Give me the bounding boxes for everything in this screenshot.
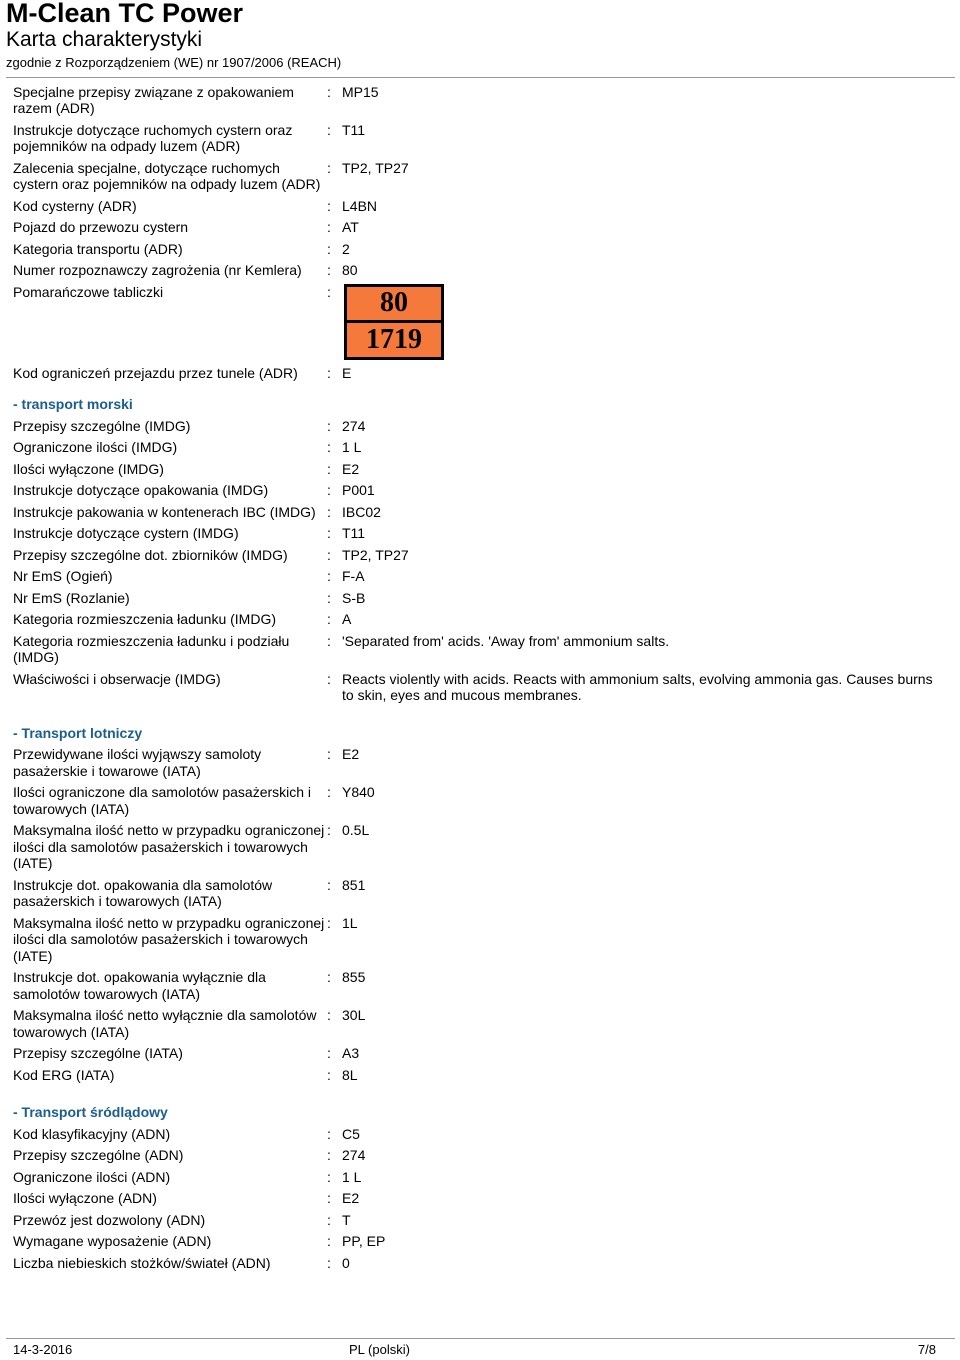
row-label: Instrukcje dot. opakowania dla samolotów pasażerskich i towarowych (IATA)	[13, 876, 273, 909]
table-row	[13, 480, 948, 502]
row-colon: :	[327, 1168, 331, 1185]
row-value: 'Separated from' acids. 'Away from' ammonium salts.	[342, 632, 670, 649]
table-row	[13, 458, 948, 480]
row-colon: :	[327, 1254, 331, 1271]
row-colon: :	[327, 283, 331, 300]
footer-page-number: 7/8	[917, 1342, 936, 1357]
row-label: Instrukcje dot. opakowania wyłącznie dla samolotów towarowych (IATA)	[13, 969, 266, 1002]
row-value: 274	[342, 1147, 366, 1163]
table-row	[13, 630, 948, 668]
table-row	[13, 782, 948, 820]
table-row	[13, 217, 948, 239]
row-colon: :	[327, 746, 331, 762]
row-value: 8L	[342, 1066, 358, 1083]
row-value: E2	[342, 746, 360, 762]
table-row	[13, 1188, 948, 1210]
row-label: Instrukcje dotyczące ruchomych cystern oraz pojemników na odpady luzem (ADR)	[13, 121, 293, 154]
table-row	[13, 501, 948, 523]
row-label: Pomarańczowe tabliczki	[13, 283, 164, 300]
row-label: Maksymalna ilość netto w przypadku ograniczonej ilości dla samolotów pasażerskich i towarowych (IATE)	[13, 822, 325, 871]
footer-divider	[6, 1338, 955, 1339]
row-value: P001	[342, 482, 375, 498]
row-colon: :	[327, 1147, 331, 1163]
table-row	[13, 1166, 948, 1188]
document-body	[13, 81, 948, 1274]
row-label: Specjalne przepisy związane z opakowaniem razem (ADR)	[13, 83, 294, 116]
row-value: A	[342, 611, 352, 627]
row-colon: :	[327, 240, 331, 257]
row-label: Przepisy szczególne (IMDG)	[13, 417, 191, 434]
row-colon: :	[327, 1233, 331, 1249]
row-value: IBC02	[342, 503, 381, 520]
row-colon: :	[327, 364, 331, 381]
row-label: Instrukcje dotyczące cystern (IMDG)	[13, 525, 239, 541]
row-value: 851	[342, 876, 366, 893]
table-row	[13, 1064, 948, 1086]
row-colon: :	[327, 546, 331, 563]
row-label: Instrukcje pakowania w kontenerach IBC (IMDG)	[13, 503, 316, 520]
row-colon: :	[327, 525, 331, 541]
table-row	[13, 1252, 948, 1274]
table-row	[13, 544, 948, 566]
table-row	[13, 1123, 948, 1145]
row-value: MP15	[342, 83, 379, 100]
row-label: Przepisy szczególne (IATA)	[13, 1045, 183, 1061]
table-row	[13, 1043, 948, 1065]
row-value: 1 L	[342, 1168, 362, 1185]
table-row	[13, 195, 948, 217]
row-colon: :	[327, 611, 331, 627]
section-title-inland: - Transport śródlądowy	[13, 1104, 168, 1120]
row-label: Kod cysterny (ADR)	[13, 197, 137, 214]
table-row	[13, 437, 948, 459]
row-colon: :	[327, 568, 331, 584]
row-label: Ilości wyłączone (ADN)	[13, 1190, 157, 1206]
row-colon: :	[327, 589, 331, 606]
row-label: Przewóz jest dozwolony (ADN)	[13, 1211, 206, 1228]
row-label: Kod ERG (IATA)	[13, 1066, 115, 1083]
row-colon: :	[327, 822, 331, 838]
section-title-sea: - transport morski	[13, 396, 133, 412]
row-colon: :	[327, 460, 331, 477]
row-value: 274	[342, 417, 366, 434]
table-row	[13, 415, 948, 437]
table-row	[13, 119, 948, 157]
row-label: Ograniczone ilości (IMDG)	[13, 439, 178, 455]
row-colon: :	[327, 1211, 331, 1228]
row-label: Ograniczone ilości (ADN)	[13, 1168, 171, 1185]
table-row	[13, 609, 948, 631]
row-colon: :	[327, 503, 331, 520]
table-row	[13, 1145, 948, 1167]
row-colon: :	[327, 121, 331, 138]
row-value: Reacts violently with acids. Reacts with ammonium salts, evolving ammonia gas. Causes burns to skin, eyes and mucous membranes.	[342, 670, 933, 703]
document-header	[6, 0, 954, 71]
row-value: 0	[342, 1254, 350, 1271]
header-divider	[6, 77, 955, 78]
row-value: AT	[342, 219, 359, 235]
row-colon: :	[327, 83, 331, 100]
row-label: Kategoria rozmieszczenia ładunku i podziału (IMDG)	[13, 632, 290, 665]
row-value: A3	[342, 1045, 360, 1061]
table-row	[13, 81, 948, 119]
row-value: 855	[342, 969, 366, 985]
sea-rows	[13, 415, 948, 706]
regulation-note: zgodnie z Rozporządzeniem (WE) nr 1907/2006 (REACH)	[6, 55, 342, 70]
row-value: E2	[342, 460, 360, 477]
table-row	[13, 587, 948, 609]
row-label: Ilości wyłączone (IMDG)	[13, 460, 164, 477]
orange-placard	[344, 284, 444, 360]
row-label: Nr EmS (Rozlanie)	[13, 589, 130, 606]
row-value: TP2, TP27	[342, 546, 409, 563]
row-label: Numer rozpoznawczy zagrożenia (nr Kemlera)	[13, 262, 302, 278]
row-colon: :	[327, 1066, 331, 1083]
table-row	[13, 157, 948, 195]
row-label: Wymagane wyposażenie (ADN)	[13, 1233, 212, 1249]
footer-date: 14-3-2016	[13, 1342, 73, 1357]
row-value: C5	[342, 1125, 360, 1142]
table-row	[13, 912, 948, 967]
row-colon: :	[327, 876, 331, 893]
row-label: Kod ograniczeń przejazdu przez tunele (ADR)	[13, 364, 298, 381]
row-label: Maksymalna ilość netto wyłącznie dla samolotów towarowych (IATA)	[13, 1007, 317, 1040]
row-colon: :	[327, 670, 331, 687]
hazard-number: 80	[347, 287, 441, 324]
row-label: Instrukcje dotyczące opakowania (IMDG)	[13, 482, 269, 498]
document-subtitle: Karta charakterystyki	[6, 28, 203, 51]
row-colon: :	[327, 969, 331, 985]
row-value: S-B	[342, 589, 366, 606]
row-colon: :	[327, 632, 331, 649]
row-label: Właściwości i obserwacje (IMDG)	[13, 670, 221, 687]
row-label: Przepisy szczególne dot. zbiorników (IMDG)	[13, 546, 288, 563]
row-label: Nr EmS (Ogień)	[13, 568, 113, 584]
row-colon: :	[327, 1007, 331, 1023]
row-label: Kategoria transportu (ADR)	[13, 240, 183, 257]
product-title: M-Clean TC Power	[6, 0, 244, 28]
row-colon: :	[327, 262, 331, 278]
row-colon: :	[327, 1190, 331, 1206]
row-colon: :	[327, 1125, 331, 1142]
row-label: Zalecenia specjalne, dotyczące ruchomych cystern oraz pojemników na odpady luzem (ADR)	[13, 159, 321, 192]
row-value: 0.5L	[342, 822, 370, 838]
table-row	[13, 668, 948, 706]
row-value: E	[342, 364, 352, 381]
row-label: Przewidywane ilości wyjąwszy samoloty pasażerskie i towarowe (IATA)	[13, 746, 262, 779]
adr-rows	[13, 81, 948, 281]
section-title-air: - Transport lotniczy	[13, 724, 143, 741]
row-colon: :	[327, 219, 331, 235]
row-colon: :	[327, 417, 331, 434]
row-label: Ilości ograniczone dla samolotów pasażerskich i towarowych (IATA)	[13, 784, 312, 817]
row-label: Maksymalna ilość netto w przypadku ograniczonej ilości dla samolotów pasażerskich i towarowych (IATE)	[13, 914, 325, 964]
row-value: 2	[342, 240, 350, 257]
table-row	[13, 967, 948, 1005]
row-value: Y840	[342, 784, 375, 800]
table-row	[13, 744, 948, 782]
footer-language: PL (polski)	[349, 1342, 410, 1357]
row-value: L4BN	[342, 197, 378, 214]
table-row	[13, 260, 948, 282]
table-row	[13, 1209, 948, 1231]
row-label: Pojazd do przewozu cystern	[13, 219, 189, 235]
row-value: 80	[342, 262, 358, 278]
row-value: 30L	[342, 1007, 366, 1023]
row-colon: :	[327, 159, 331, 176]
row-colon: :	[327, 784, 331, 800]
row-label: Kategoria rozmieszczenia ładunku (IMDG)	[13, 611, 276, 627]
orange-placard-row	[13, 281, 948, 362]
row-label: Przepisy szczególne (ADN)	[13, 1147, 184, 1163]
table-row	[13, 238, 948, 260]
row-label: Kod klasyfikacyjny (ADN)	[13, 1125, 171, 1142]
inland-rows	[13, 1123, 948, 1274]
row-value: T11	[342, 525, 366, 541]
row-colon: :	[327, 482, 331, 498]
table-row	[13, 1005, 948, 1043]
row-value: E2	[342, 1190, 360, 1206]
table-row	[13, 566, 948, 588]
row-colon: :	[327, 439, 331, 455]
table-row	[13, 820, 948, 875]
row-value: 1L	[342, 914, 358, 931]
row-colon: :	[327, 1045, 331, 1061]
row-value: PP, EP	[342, 1233, 386, 1249]
table-row	[13, 362, 948, 384]
row-colon: :	[327, 197, 331, 214]
table-row	[13, 523, 948, 545]
row-colon: :	[327, 914, 331, 931]
row-value: T	[342, 1211, 351, 1228]
row-value: 1 L	[342, 439, 362, 455]
row-value: TP2, TP27	[342, 159, 409, 176]
row-value: F-A	[342, 568, 365, 584]
table-row	[13, 874, 948, 912]
page-footer	[13, 1342, 936, 1357]
table-row	[13, 1231, 948, 1253]
air-rows	[13, 744, 948, 1086]
un-number: 1719	[366, 323, 422, 355]
row-label: Liczba niebieskich stożków/świateł (ADN)	[13, 1254, 271, 1271]
row-value: T11	[342, 121, 366, 138]
